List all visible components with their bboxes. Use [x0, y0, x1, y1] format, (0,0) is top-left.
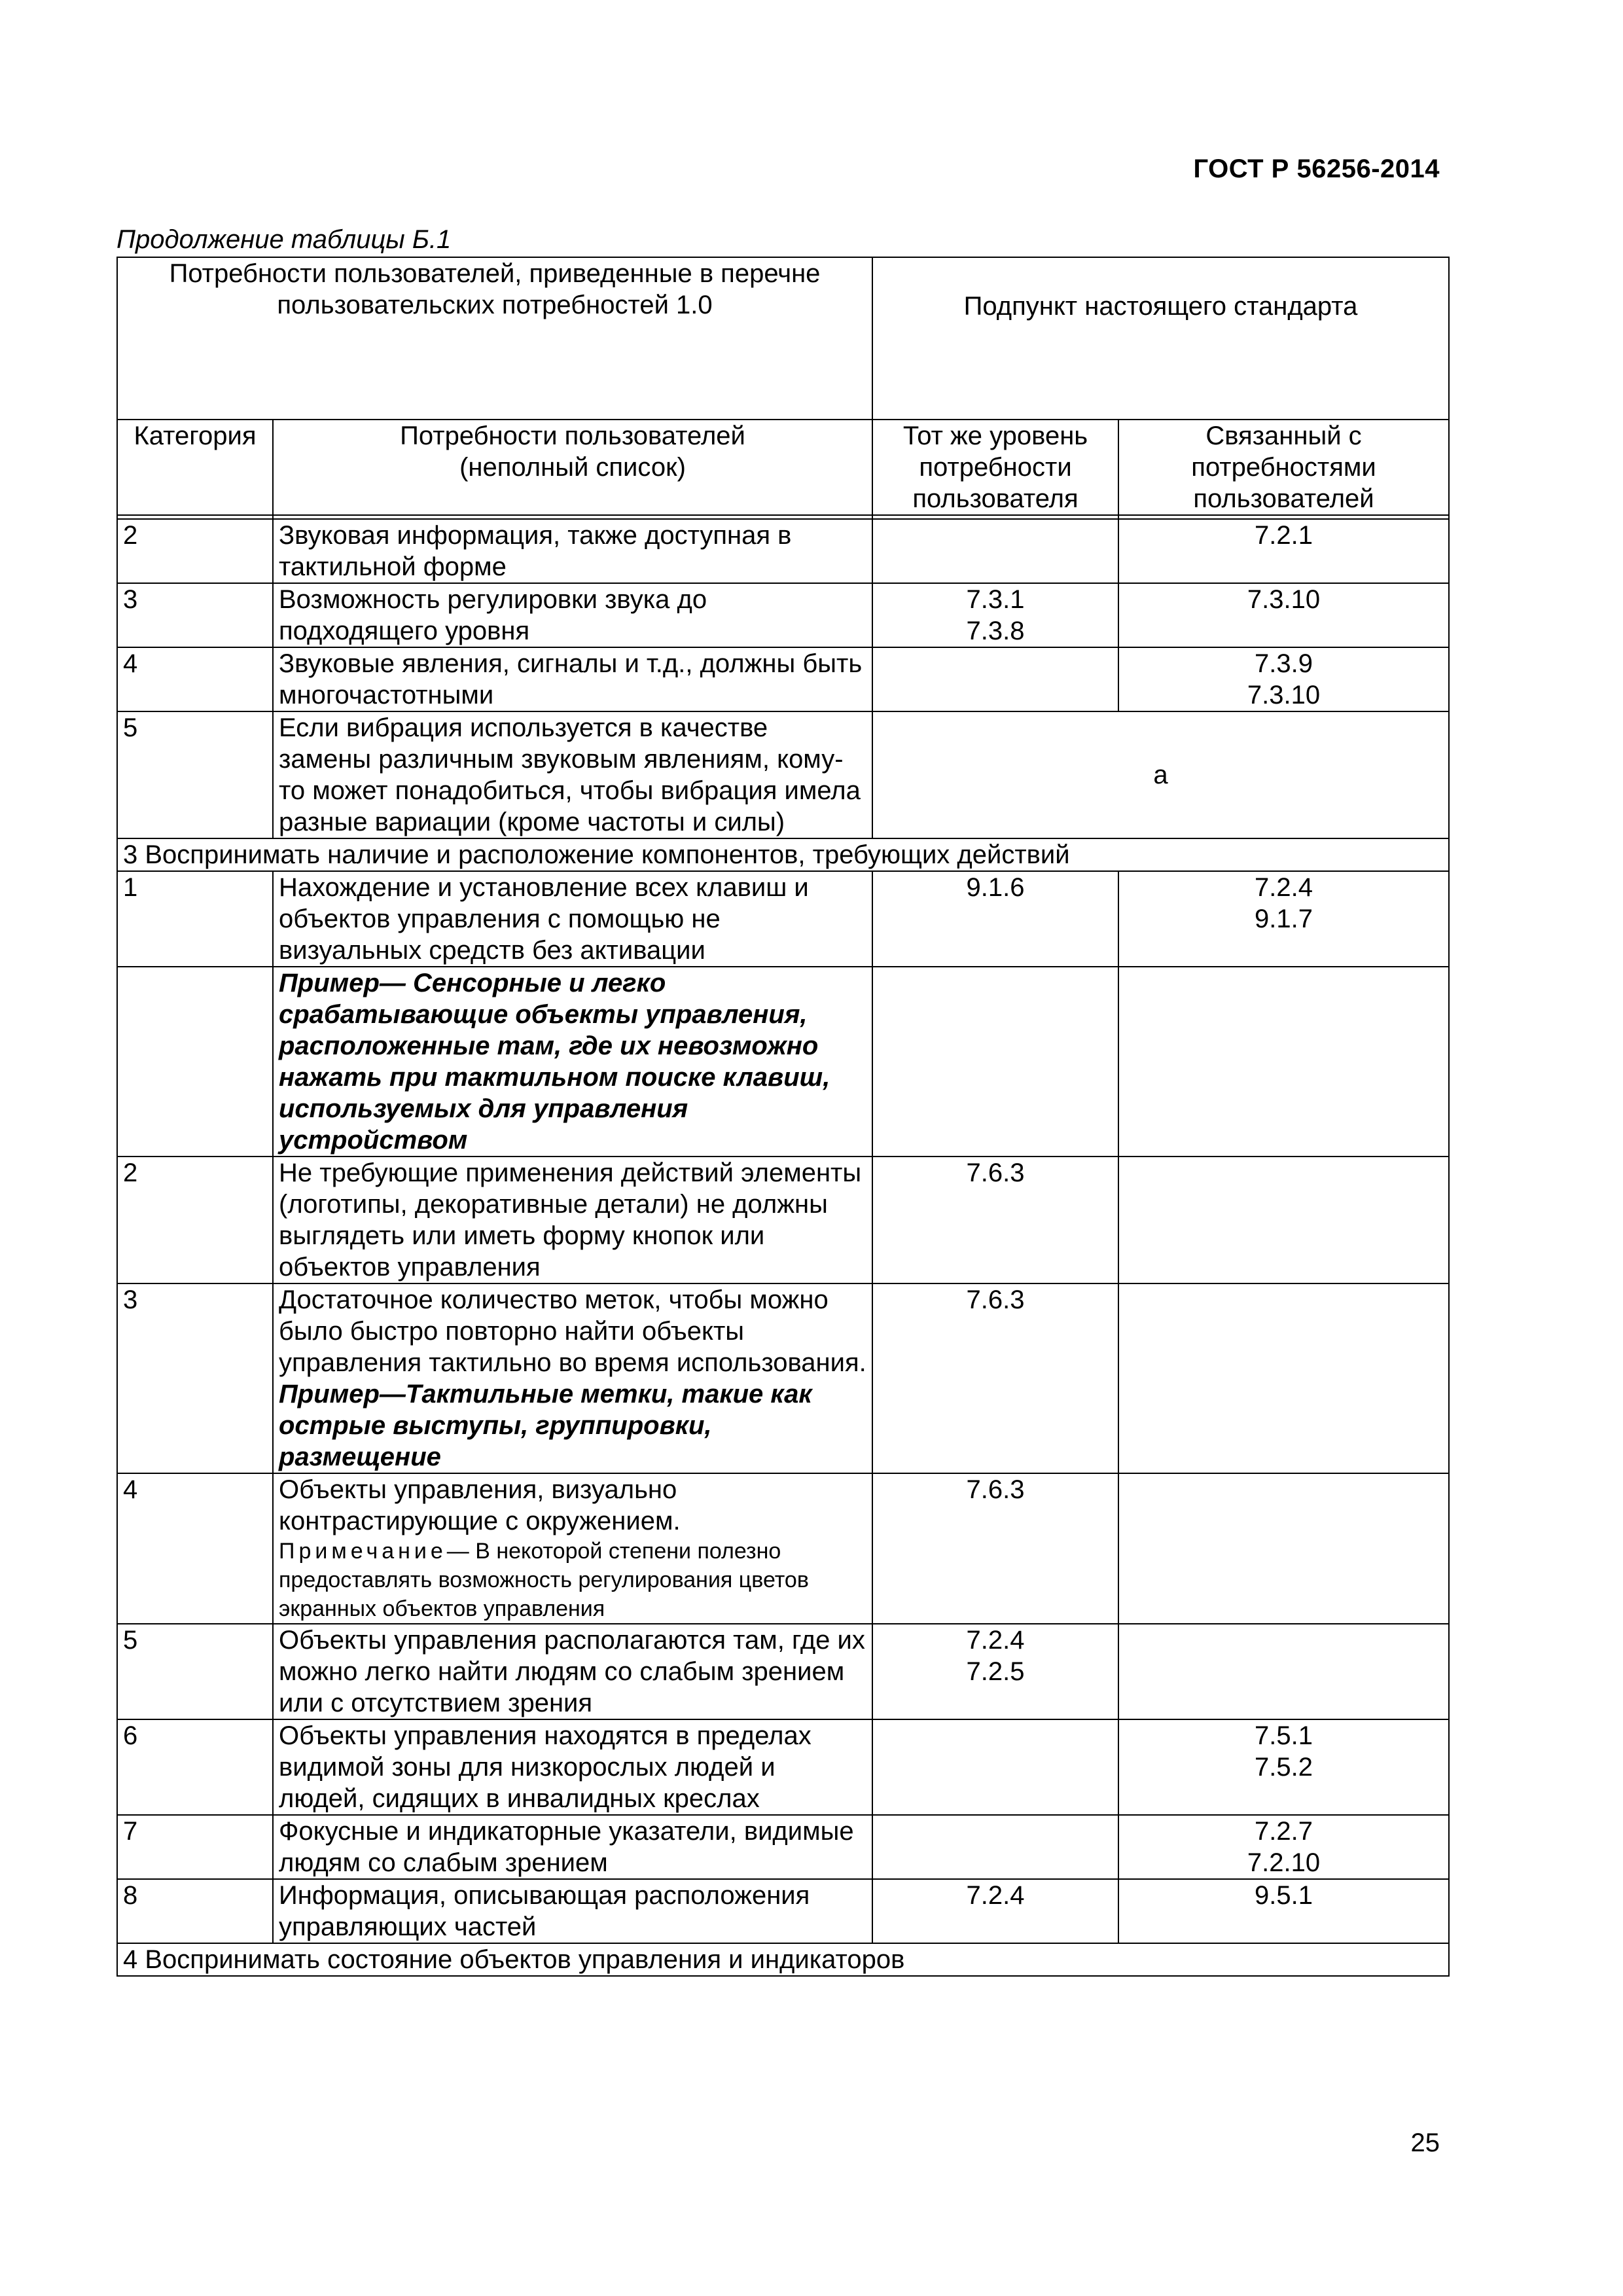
- category-cell: 4: [117, 1473, 273, 1624]
- table-row: [117, 1624, 1449, 1719]
- table-row: [117, 583, 1449, 647]
- need-text-cell: Объекты управления находятся в пределах видимой зоны для низкорослых людей и людей, сидящих в инвалидных креслах: [273, 1719, 872, 1815]
- example-text: Пример—Тактильные метки, такие как острые выступы, группировки, размещение: [279, 1380, 812, 1471]
- table-row: [117, 1719, 1449, 1815]
- need-text-cell: Если вибрация используется в качестве замены различным звуковым явлениям, кому-то может понадобиться, чтобы вибрация имела разные вариации (кроме частоты и силы): [273, 711, 872, 838]
- example-cell: Пример— Сенсорные и легко срабатывающие объекты управления, расположенные там, где их невозможно нажать при тактильном поиске клавиш, используемых для управления устройством: [273, 967, 872, 1157]
- need-text-cell: Нахождение и установление всех клавиш и объектов управления с помощью не визуальных средств без активации: [273, 871, 872, 967]
- table-header-group-row: [117, 257, 1449, 420]
- category-cell: 3: [117, 583, 273, 647]
- category-cell: 1: [117, 871, 273, 967]
- same-level-cell: [872, 1719, 1118, 1815]
- document-code: ГОСТ Р 56256-2014: [1193, 154, 1440, 183]
- same-level-cell: [872, 647, 1118, 711]
- table-row: [117, 519, 1449, 583]
- need-text: Достаточное количество меток, чтобы можно было быстро повторно найти объекты управления тактильно во время использования.: [279, 1285, 866, 1377]
- same-level-cell: 7.2.4: [872, 1879, 1118, 1943]
- note-label: Примечание: [279, 1539, 447, 1564]
- related-cell: 7.3.9 7.3.10: [1118, 647, 1449, 711]
- section-heading: 4 Воспринимать состояние объектов управления и индикаторов: [117, 1943, 1449, 1976]
- related-cell: [1118, 1283, 1449, 1473]
- related-cell: 7.3.10: [1118, 583, 1449, 647]
- need-text-cell: Возможность регулировки звука до подходящего уровня: [273, 583, 872, 647]
- same-level-cell: 7.6.3: [872, 1283, 1118, 1473]
- need-text-cell: Объекты управления располагаются там, где их можно легко найти людям со слабым зрением или с отсутствием зрения: [273, 1624, 872, 1719]
- category-cell: 8: [117, 1879, 273, 1943]
- related-cell: [1118, 1473, 1449, 1624]
- related-cell: 7.2.7 7.2.10: [1118, 1815, 1449, 1879]
- same-level-cell: [872, 1815, 1118, 1879]
- table-row: [117, 1157, 1449, 1283]
- section-row: [117, 1943, 1449, 1976]
- related-cell: [1118, 1624, 1449, 1719]
- table-row: [117, 647, 1449, 711]
- table-row: [117, 711, 1449, 838]
- related-cell: [1118, 967, 1449, 1157]
- note-body: — В некоторой степени полезно предоставлять возможность регулирования цветов экранных объектов управления: [279, 1539, 809, 1621]
- header-user-needs-group: Потребности пользователей, приведенные в перечне пользовательских потребностей 1.0: [117, 257, 872, 420]
- category-cell: 4: [117, 647, 273, 711]
- table-row: [117, 1283, 1449, 1473]
- related-cell: 7.5.1 7.5.2: [1118, 1719, 1449, 1815]
- same-level-cell: 9.1.6: [872, 871, 1118, 967]
- header-needs-line2: (неполный список): [459, 453, 686, 482]
- note-text: [279, 1537, 866, 1623]
- section-heading: 3 Воспринимать наличие и расположение компонентов, требующих действий: [117, 838, 1449, 871]
- section-row: [117, 838, 1449, 871]
- category-cell: 6: [117, 1719, 273, 1815]
- category-cell: 5: [117, 711, 273, 838]
- related-cell: 9.5.1: [1118, 1879, 1449, 1943]
- table-row: [117, 967, 1449, 1157]
- category-cell: 3: [117, 1283, 273, 1473]
- same-level-cell: 7.2.4 7.2.5: [872, 1624, 1118, 1719]
- same-level-cell: [872, 967, 1118, 1157]
- need-text-cell: Не требующие применения действий элементы (логотипы, декоративные детали) не должны выглядеть или иметь форму кнопок или объектов управления: [273, 1157, 872, 1283]
- category-cell: 2: [117, 1157, 273, 1283]
- header-category: Категория: [117, 420, 273, 515]
- related-cell: 7.2.1: [1118, 519, 1449, 583]
- same-level-cell: 7.3.1 7.3.8: [872, 583, 1118, 647]
- header-subclause-group: Подпункт настоящего стандарта: [872, 257, 1449, 420]
- need-text-cell: Звуковые явления, сигналы и т.д., должны быть многочастотными: [273, 647, 872, 711]
- table-row: [117, 1879, 1449, 1943]
- need-text: Объекты управления, визуально контрастирующие с окружением.: [279, 1475, 681, 1535]
- need-text-cell: [273, 1473, 872, 1624]
- header-related: Связанный с потребностями пользователей: [1118, 420, 1449, 515]
- category-cell: 2: [117, 519, 273, 583]
- same-level-cell: [872, 519, 1118, 583]
- same-level-cell: 7.6.3: [872, 1473, 1118, 1624]
- category-cell: 7: [117, 1815, 273, 1879]
- category-cell: 5: [117, 1624, 273, 1719]
- header-needs-line1: Потребности пользователей: [400, 422, 745, 450]
- need-text-cell: Фокусные и индикаторные указатели, видимые людям со слабым зрением: [273, 1815, 872, 1879]
- merged-reference-cell: а: [872, 711, 1449, 838]
- related-cell: [1118, 1157, 1449, 1283]
- need-text-cell: Звуковая информация, также доступная в тактильной форме: [273, 519, 872, 583]
- table-caption: Продолжение таблицы Б.1: [116, 225, 452, 254]
- same-level-cell: 7.6.3: [872, 1157, 1118, 1283]
- related-cell: 7.2.4 9.1.7: [1118, 871, 1449, 967]
- page-number: 25: [1410, 2128, 1440, 2157]
- table-header-row: [117, 420, 1449, 515]
- header-needs: [273, 420, 872, 515]
- need-text-cell: Информация, описывающая расположения управляющих частей: [273, 1879, 872, 1943]
- need-text-cell: [273, 1283, 872, 1473]
- category-cell: [117, 967, 273, 1157]
- header-same-level: Тот же уровень потребности пользователя: [872, 420, 1118, 515]
- table-row: [117, 1473, 1449, 1624]
- table-row: [117, 871, 1449, 967]
- table-row: [117, 1815, 1449, 1879]
- requirements-table: [116, 257, 1450, 1977]
